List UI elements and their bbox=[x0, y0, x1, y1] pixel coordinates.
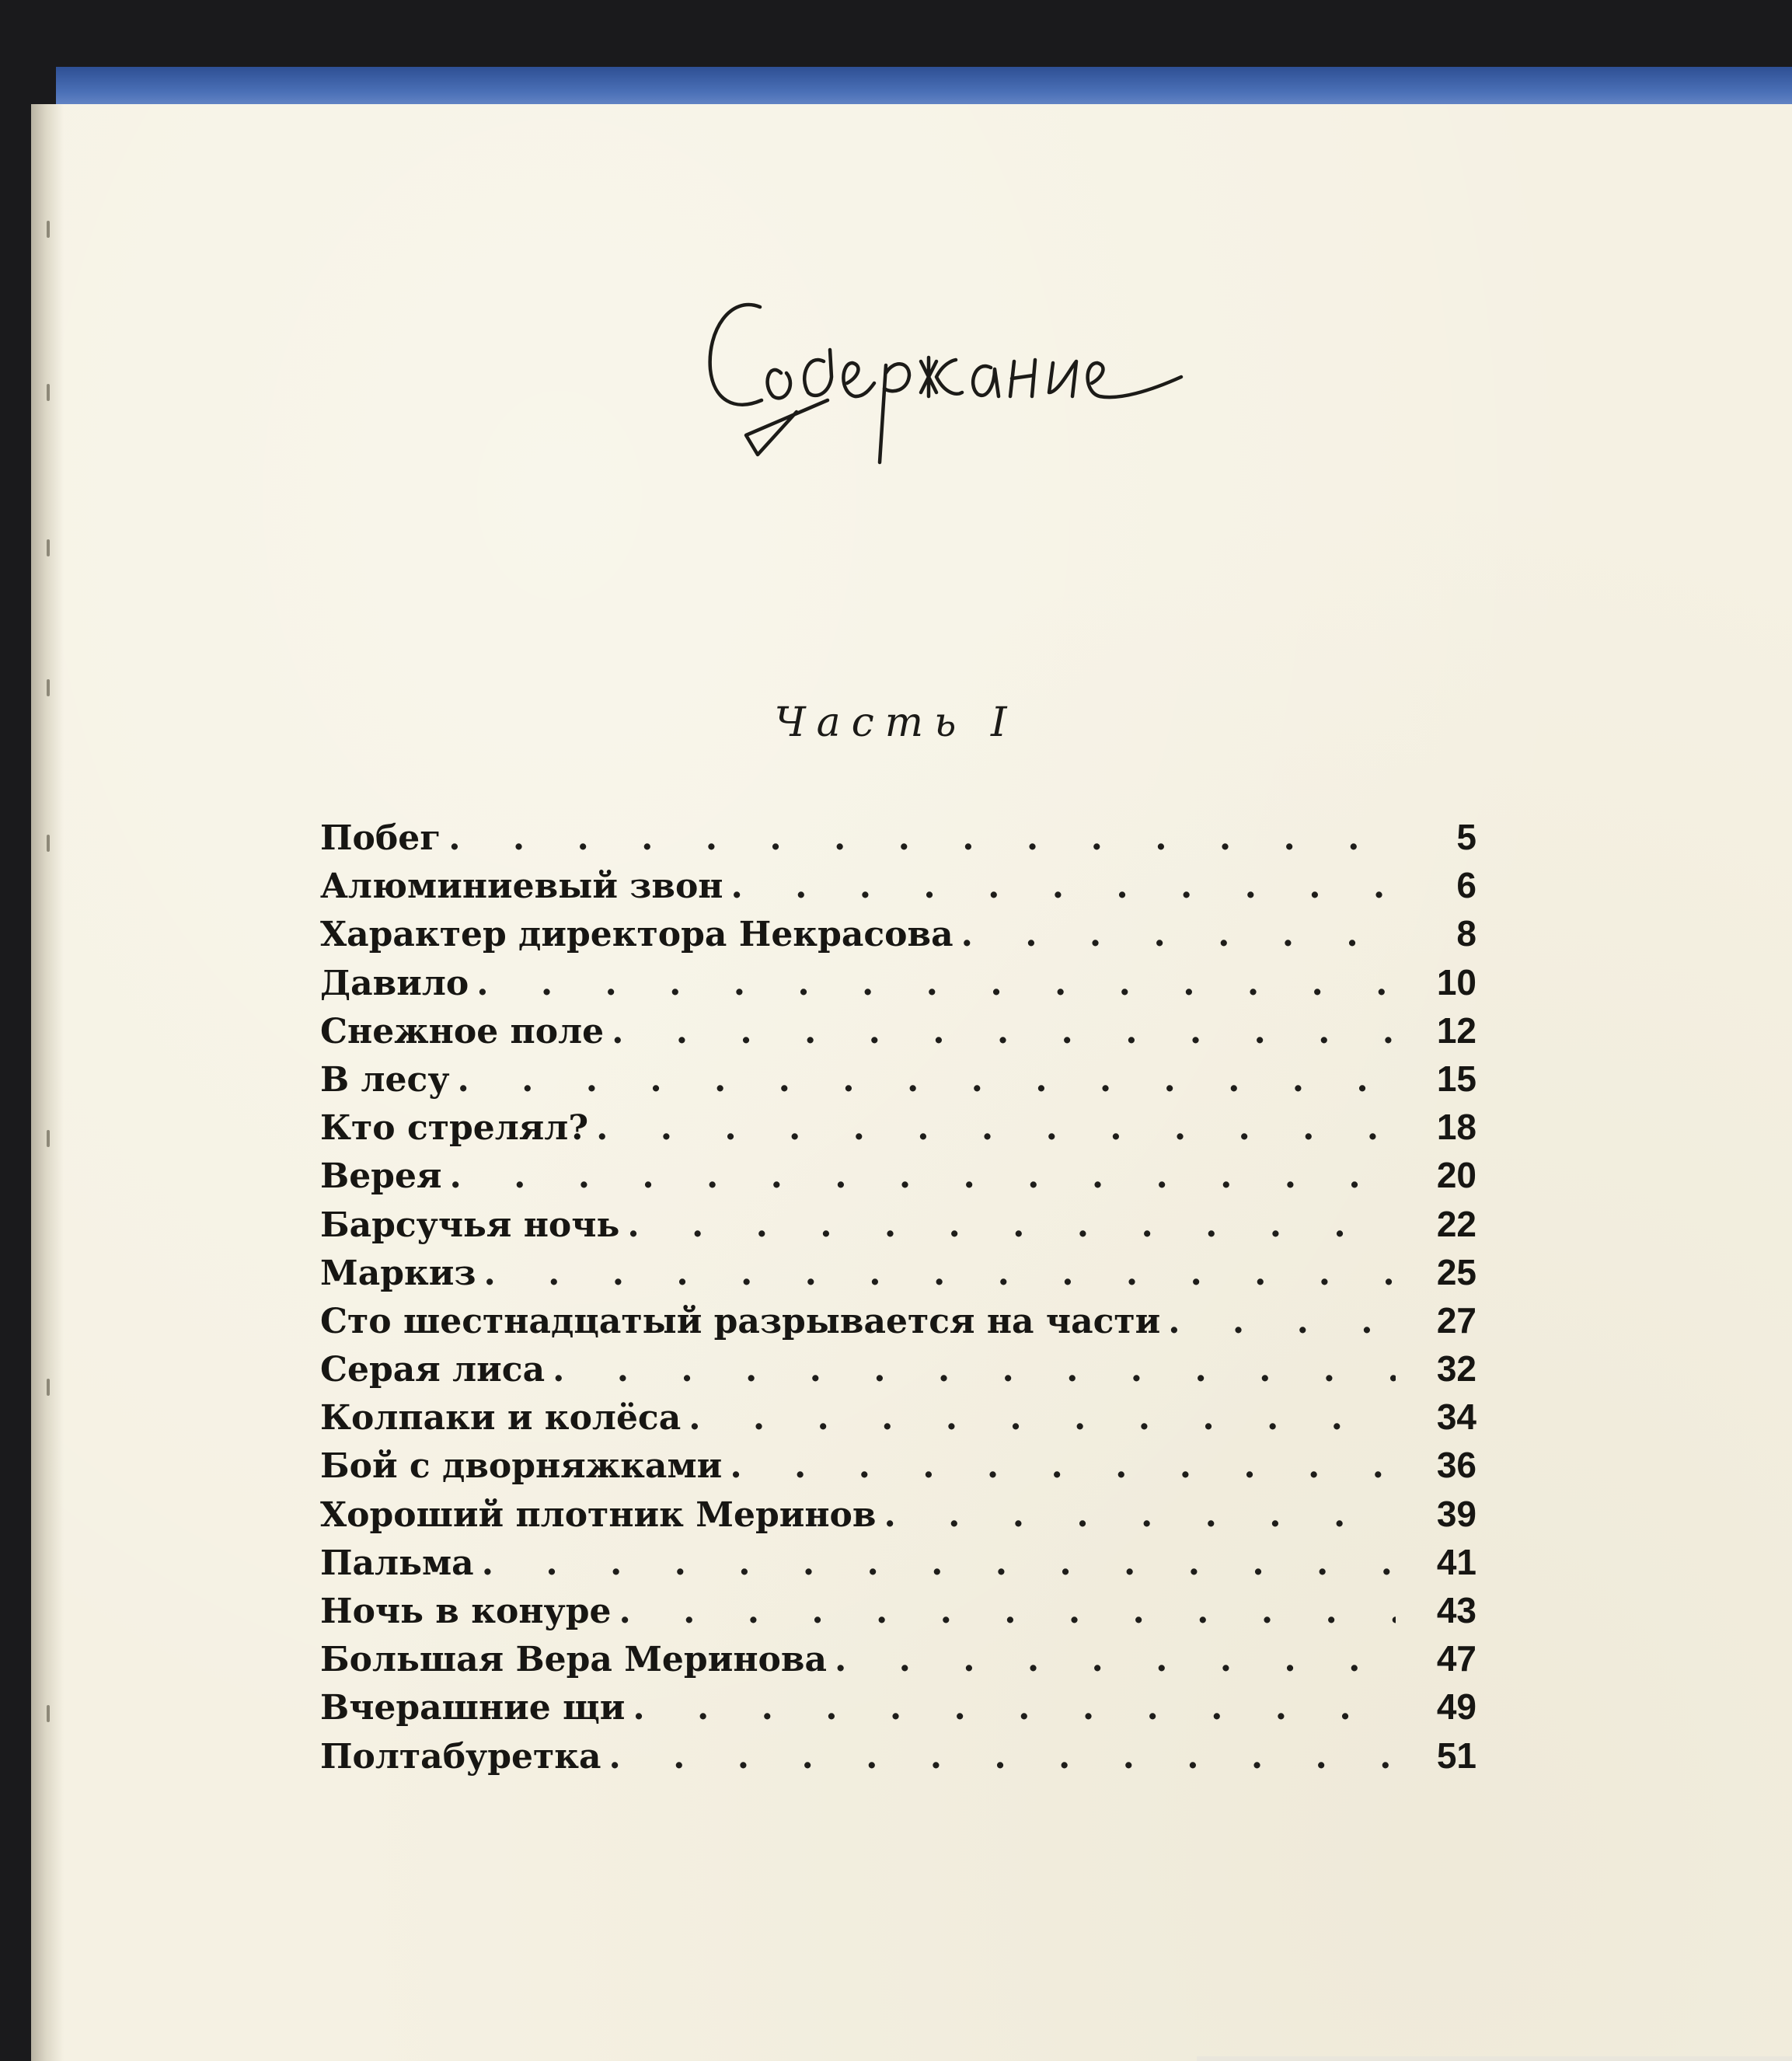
toc-entry[interactable] bbox=[320, 816, 1476, 864]
toc-entry[interactable] bbox=[320, 1735, 1476, 1783]
toc-entry[interactable] bbox=[320, 1058, 1476, 1106]
leader-dots bbox=[457, 1060, 1396, 1100]
toc-entry[interactable] bbox=[320, 1106, 1476, 1154]
toc-entry[interactable] bbox=[320, 1541, 1476, 1589]
binding-stitch bbox=[47, 1379, 50, 1396]
toc-entry[interactable] bbox=[320, 912, 1476, 961]
toc-entry[interactable] bbox=[320, 1203, 1476, 1251]
leader-dots bbox=[553, 1350, 1396, 1390]
toc-entry-title: Характер директора Некрасова bbox=[320, 915, 954, 955]
toc-entry[interactable] bbox=[320, 1396, 1476, 1444]
leader-dots bbox=[731, 867, 1396, 906]
toc-entry-page: 25 bbox=[1436, 1251, 1476, 1292]
toc-entry[interactable] bbox=[320, 1589, 1476, 1637]
binding-stitch bbox=[47, 1705, 50, 1722]
toc-entry-title: Верея bbox=[320, 1156, 442, 1197]
toc-entry-page: 49 bbox=[1436, 1686, 1476, 1728]
toc-entry-page: 32 bbox=[1436, 1348, 1476, 1390]
toc-entry-title: Большая Вера Меринова bbox=[320, 1640, 827, 1680]
toc-entry-page: 5 bbox=[1456, 817, 1476, 857]
toc-entry-title: Бой с дворняжками bbox=[320, 1446, 723, 1487]
toc-entry-title: Снежное поле bbox=[320, 1011, 605, 1051]
toc-entry[interactable] bbox=[320, 1444, 1476, 1492]
toc-entry-title: Серая лиса bbox=[320, 1350, 546, 1390]
toc-entry-page: 8 bbox=[1456, 913, 1476, 954]
toc-entry-title: Хороший плотник Меринов bbox=[320, 1494, 877, 1535]
toc-entry-title: Алюминиевый звон bbox=[320, 867, 723, 907]
toc-entry-title: Давило bbox=[320, 963, 469, 1003]
part-title: Часть I bbox=[774, 699, 1018, 746]
toc-entry[interactable] bbox=[320, 1251, 1476, 1299]
toc-entry-page: 47 bbox=[1436, 1638, 1476, 1679]
toc-entry[interactable] bbox=[320, 1637, 1476, 1686]
leader-dots bbox=[448, 818, 1396, 858]
leader-dots bbox=[476, 964, 1396, 1003]
toc-entry[interactable] bbox=[320, 1010, 1476, 1058]
toc-entry-page: 41 bbox=[1436, 1541, 1476, 1582]
toc-entry-page: 10 bbox=[1436, 961, 1476, 1003]
toc-entry[interactable] bbox=[320, 1686, 1476, 1734]
leader-dots bbox=[961, 915, 1396, 954]
toc-entry[interactable] bbox=[320, 1154, 1476, 1202]
toc-entry-title: Ночь в конуре bbox=[320, 1592, 612, 1631]
toc-entry-title: Колпаки и колёса bbox=[320, 1398, 682, 1439]
toc-entry-page: 43 bbox=[1436, 1590, 1476, 1630]
leader-dots bbox=[633, 1688, 1396, 1728]
binding-stitch bbox=[47, 1130, 50, 1147]
binding-stitch bbox=[47, 539, 50, 556]
toc-entry-title: В лесу bbox=[320, 1059, 450, 1100]
leader-dots bbox=[482, 1543, 1396, 1583]
toc-entry-page: 6 bbox=[1456, 865, 1476, 906]
toc-entry-title: Кто стрелял? bbox=[320, 1108, 589, 1149]
toc-entry-title: Вчерашние щи bbox=[320, 1688, 626, 1728]
toc-entry-title: Сто шестнадцатый разрывается на части bbox=[320, 1301, 1161, 1341]
toc-entry-title: Барсучья ночь bbox=[320, 1205, 620, 1245]
leader-dots bbox=[449, 1156, 1396, 1196]
toc-entry-page: 39 bbox=[1436, 1493, 1476, 1534]
toc-entry-page: 15 bbox=[1436, 1058, 1476, 1099]
leader-dots bbox=[609, 1737, 1396, 1777]
leader-dots bbox=[596, 1108, 1396, 1148]
leader-dots bbox=[835, 1640, 1396, 1679]
binding-stitch bbox=[47, 384, 50, 401]
table-of-contents bbox=[320, 816, 1476, 1783]
toc-entry-page: 51 bbox=[1436, 1735, 1476, 1776]
binding-stitch bbox=[47, 679, 50, 696]
toc-entry-page: 36 bbox=[1436, 1445, 1476, 1486]
toc-entry[interactable] bbox=[320, 961, 1476, 1010]
toc-entry-title: Пальма bbox=[320, 1543, 474, 1583]
toc-entry-title: Полтабуретка bbox=[320, 1736, 601, 1777]
leader-dots bbox=[1168, 1302, 1396, 1341]
toc-entry[interactable] bbox=[320, 1299, 1476, 1348]
toc-entry-page: 34 bbox=[1436, 1397, 1476, 1438]
leader-dots bbox=[619, 1592, 1396, 1631]
leader-dots bbox=[884, 1495, 1396, 1535]
binding-stitch bbox=[47, 221, 50, 238]
leader-dots bbox=[612, 1012, 1396, 1051]
toc-entry-title: Побег bbox=[320, 818, 441, 858]
next-page-edge bbox=[1197, 2056, 1792, 2061]
toc-entry-title: Маркиз bbox=[320, 1253, 476, 1293]
binding-stitch bbox=[47, 835, 50, 852]
toc-entry-page: 18 bbox=[1436, 1107, 1476, 1148]
toc-entry[interactable] bbox=[320, 1493, 1476, 1541]
handwritten-heading-drawing bbox=[699, 276, 1243, 478]
toc-entry-page: 20 bbox=[1436, 1155, 1476, 1196]
toc-entry[interactable] bbox=[320, 1348, 1476, 1396]
toc-entry[interactable] bbox=[320, 864, 1476, 912]
leader-dots bbox=[689, 1398, 1396, 1438]
toc-entry-page: 27 bbox=[1436, 1299, 1476, 1341]
leader-dots bbox=[627, 1205, 1396, 1245]
leader-dots bbox=[730, 1446, 1396, 1486]
toc-entry-page: 22 bbox=[1436, 1203, 1476, 1244]
contents-heading-handwritten bbox=[699, 276, 1243, 478]
leader-dots bbox=[483, 1254, 1396, 1293]
toc-entry-page: 12 bbox=[1436, 1010, 1476, 1051]
